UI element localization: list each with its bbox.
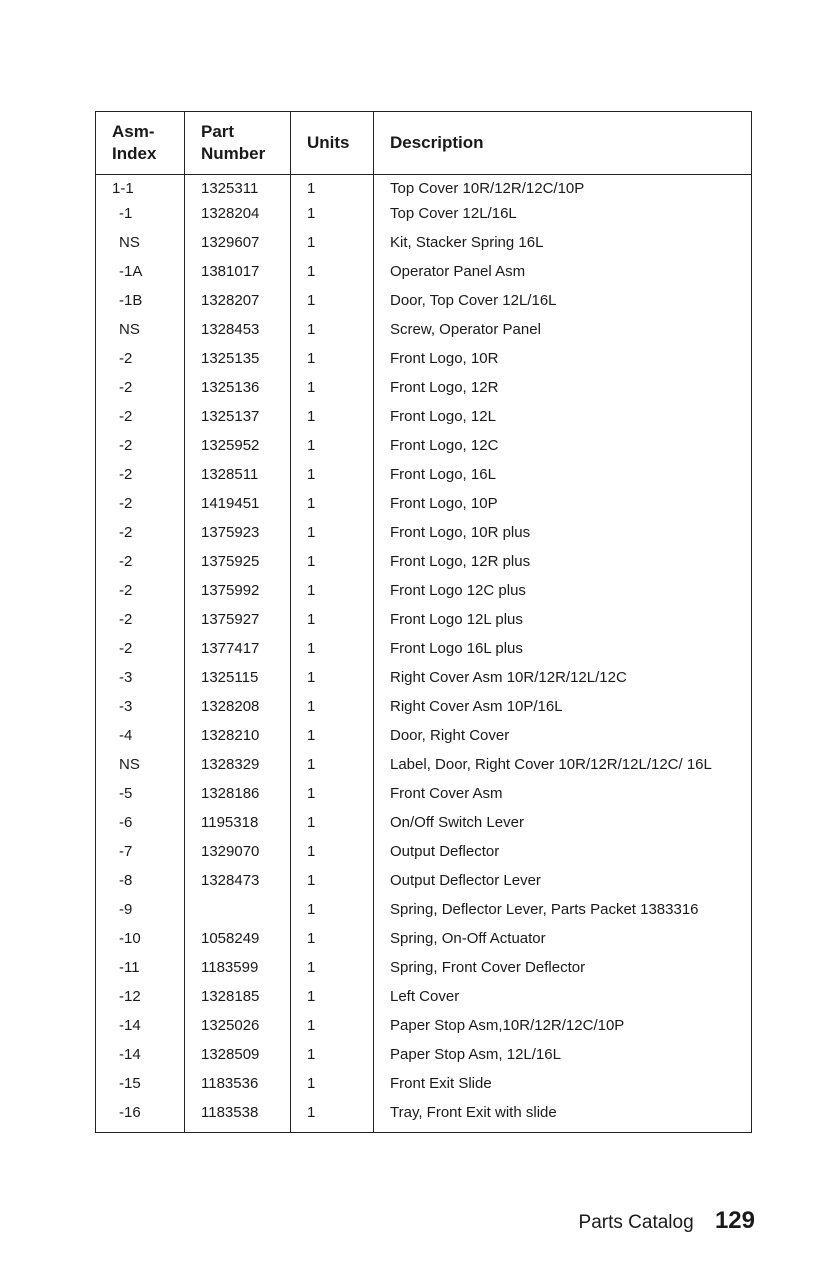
cell-units: 1 [291, 987, 374, 1016]
table-row [96, 1103, 752, 1133]
cell-units: 1 [291, 465, 374, 494]
cell-asm-index: -2 [119, 553, 133, 570]
cell-part-number: 1375927 [185, 610, 291, 639]
cell-asm-index: -1 [119, 205, 133, 222]
cell-asm-index: -9 [119, 901, 133, 918]
cell-units: 1 [291, 494, 374, 523]
cell-asm-index: -6 [119, 814, 133, 831]
cell-description: Top Cover 10R/12R/12C/10P [374, 175, 752, 205]
table-row [96, 523, 752, 552]
cell-asm-index: -2 [119, 611, 133, 628]
table-row [96, 378, 752, 407]
table-row [96, 755, 752, 784]
cell-part-number: 1375925 [185, 552, 291, 581]
cell-description: On/Off Switch Lever [374, 813, 752, 842]
table-row [96, 436, 752, 465]
cell-asm-index: -5 [119, 785, 133, 802]
cell-units: 1 [291, 784, 374, 813]
cell-units: 1 [291, 697, 374, 726]
cell-units: 1 [291, 929, 374, 958]
cell-part-number: 1183538 [185, 1103, 291, 1133]
table-row [96, 1074, 752, 1103]
page-footer [579, 1207, 755, 1235]
cell-description: Front Logo 12L plus [374, 610, 752, 639]
cell-asm-index: -1A [119, 263, 143, 280]
table-row [96, 1045, 752, 1074]
cell-units: 1 [291, 668, 374, 697]
cell-description: Left Cover [374, 987, 752, 1016]
cell-part-number: 1325026 [185, 1016, 291, 1045]
cell-description: Front Logo 16L plus [374, 639, 752, 668]
cell-part-number: 1375992 [185, 581, 291, 610]
table-row [96, 233, 752, 262]
cell-description: Door, Right Cover [374, 726, 752, 755]
cell-asm-index: -2 [119, 350, 133, 367]
table-body [96, 175, 752, 1133]
cell-units: 1 [291, 320, 374, 349]
table-row [96, 929, 752, 958]
table-header [96, 112, 752, 175]
cell-units: 1 [291, 523, 374, 552]
cell-description: Paper Stop Asm,10R/12R/12C/10P [374, 1016, 752, 1045]
cell-description: Door, Top Cover 12L/16L [374, 291, 752, 320]
cell-units: 1 [291, 1016, 374, 1045]
table-row [96, 668, 752, 697]
cell-description: Spring, Front Cover Deflector [374, 958, 752, 987]
table-row [96, 784, 752, 813]
cell-description: Label, Door, Right Cover 10R/12R/12L/12C/ 16L [374, 755, 752, 784]
cell-asm-index: -11 [119, 959, 140, 976]
cell-units: 1 [291, 262, 374, 291]
cell-description: Front Logo, 10R [374, 349, 752, 378]
table-row [96, 175, 752, 205]
table-row [96, 813, 752, 842]
table-row [96, 726, 752, 755]
cell-asm-index: -2 [119, 640, 133, 657]
cell-asm-index: NS [119, 756, 140, 773]
cell-description: Front Logo, 12R [374, 378, 752, 407]
cell-asm-index: -4 [119, 727, 133, 744]
cell-units: 1 [291, 871, 374, 900]
cell-part-number: 1325952 [185, 436, 291, 465]
cell-units: 1 [291, 233, 374, 262]
cell-asm-index: 1-1 [112, 180, 134, 197]
cell-asm-index: -2 [119, 582, 133, 599]
cell-units: 1 [291, 639, 374, 668]
header-units: Units [291, 112, 374, 175]
cell-units: 1 [291, 581, 374, 610]
cell-description: Front Logo, 10R plus [374, 523, 752, 552]
table-row [96, 871, 752, 900]
table-row [96, 494, 752, 523]
cell-part-number: 1328185 [185, 987, 291, 1016]
cell-description: Tray, Front Exit with slide [374, 1103, 752, 1133]
cell-part-number: 1183536 [185, 1074, 291, 1103]
cell-part-number: 1325135 [185, 349, 291, 378]
cell-part-number: 1195318 [185, 813, 291, 842]
cell-units: 1 [291, 726, 374, 755]
cell-part-number: 1381017 [185, 262, 291, 291]
cell-asm-index: NS [119, 321, 140, 338]
cell-description: Spring, On-Off Actuator [374, 929, 752, 958]
cell-description: Right Cover Asm 10P/16L [374, 697, 752, 726]
table-row [96, 610, 752, 639]
cell-part-number: 1328509 [185, 1045, 291, 1074]
cell-description: Right Cover Asm 10R/12R/12L/12C [374, 668, 752, 697]
cell-units: 1 [291, 958, 374, 987]
parts-table [95, 111, 752, 1133]
cell-units: 1 [291, 175, 374, 205]
cell-part-number: 1328210 [185, 726, 291, 755]
cell-asm-index: -2 [119, 495, 133, 512]
table-row [96, 349, 752, 378]
table-row [96, 900, 752, 929]
cell-part-number: 1329070 [185, 842, 291, 871]
cell-part-number: 1325137 [185, 407, 291, 436]
cell-part-number: 1058249 [185, 929, 291, 958]
page-number: 129 [714, 1207, 755, 1234]
cell-asm-index: -14 [119, 1017, 141, 1034]
cell-asm-index: -8 [119, 872, 133, 889]
table-row [96, 320, 752, 349]
cell-part-number: 1325136 [185, 378, 291, 407]
cell-part-number: 1328208 [185, 697, 291, 726]
cell-units: 1 [291, 349, 374, 378]
cell-part-number: 1328473 [185, 871, 291, 900]
table-row [96, 465, 752, 494]
cell-part-number: 1328511 [185, 465, 291, 494]
cell-units: 1 [291, 842, 374, 871]
table-row [96, 1016, 752, 1045]
cell-asm-index: -1B [119, 292, 143, 309]
cell-description: Output Deflector Lever [374, 871, 752, 900]
cell-asm-index: -2 [119, 524, 133, 541]
cell-description: Screw, Operator Panel [374, 320, 752, 349]
cell-part-number: 1328204 [185, 204, 291, 233]
table-row [96, 581, 752, 610]
cell-units: 1 [291, 378, 374, 407]
cell-asm-index: -2 [119, 466, 133, 483]
cell-description: Front Cover Asm [374, 784, 752, 813]
cell-description: Kit, Stacker Spring 16L [374, 233, 752, 262]
cell-asm-index: -2 [119, 408, 133, 425]
cell-part-number: 1377417 [185, 639, 291, 668]
cell-part-number [185, 900, 291, 929]
cell-description: Front Logo, 12C [374, 436, 752, 465]
cell-part-number: 1328329 [185, 755, 291, 784]
cell-units: 1 [291, 610, 374, 639]
table-row [96, 262, 752, 291]
cell-part-number: 1325311 [185, 175, 291, 205]
cell-units: 1 [291, 291, 374, 320]
cell-asm-index: -2 [119, 437, 133, 454]
cell-part-number: 1375923 [185, 523, 291, 552]
table-row [96, 842, 752, 871]
cell-units: 1 [291, 407, 374, 436]
cell-asm-index: -10 [119, 930, 141, 947]
table-row [96, 552, 752, 581]
cell-units: 1 [291, 755, 374, 784]
cell-asm-index: -14 [119, 1046, 141, 1063]
cell-part-number: 1325115 [185, 668, 291, 697]
table-row [96, 204, 752, 233]
cell-asm-index: NS [119, 234, 140, 251]
cell-asm-index: -2 [119, 379, 133, 396]
table-row [96, 291, 752, 320]
cell-description: Spring, Deflector Lever, Parts Packet 1383316 [374, 900, 752, 929]
cell-description: Front Logo, 16L [374, 465, 752, 494]
cell-description: Paper Stop Asm, 12L/16L [374, 1045, 752, 1074]
cell-asm-index: -3 [119, 698, 133, 715]
cell-description: Front Logo, 12L [374, 407, 752, 436]
cell-description: Output Deflector [374, 842, 752, 871]
cell-part-number: 1183599 [185, 958, 291, 987]
table-row [96, 958, 752, 987]
cell-units: 1 [291, 1103, 374, 1133]
cell-part-number: 1329607 [185, 233, 291, 262]
cell-asm-index: -12 [119, 988, 141, 1005]
cell-part-number: 1328453 [185, 320, 291, 349]
cell-description: Front Logo 12C plus [374, 581, 752, 610]
cell-part-number: 1328207 [185, 291, 291, 320]
cell-description: Front Logo, 12R plus [374, 552, 752, 581]
table-row [96, 697, 752, 726]
cell-units: 1 [291, 436, 374, 465]
table-row [96, 407, 752, 436]
cell-description: Front Exit Slide [374, 1074, 752, 1103]
cell-description: Operator Panel Asm [374, 262, 752, 291]
header-description: Description [374, 112, 752, 175]
cell-units: 1 [291, 552, 374, 581]
cell-asm-index: -3 [119, 669, 133, 686]
cell-description: Front Logo, 10P [374, 494, 752, 523]
cell-part-number: 1419451 [185, 494, 291, 523]
cell-units: 1 [291, 813, 374, 842]
cell-asm-index: -15 [119, 1075, 141, 1092]
cell-units: 1 [291, 1074, 374, 1103]
table-row [96, 987, 752, 1016]
cell-asm-index: -16 [119, 1104, 141, 1121]
header-part-number: Part Number [185, 112, 291, 175]
cell-asm-index: -7 [119, 843, 133, 860]
cell-units: 1 [291, 1045, 374, 1074]
cell-units: 1 [291, 900, 374, 929]
cell-part-number: 1328186 [185, 784, 291, 813]
footer-section-title: Parts Catalog [578, 1212, 694, 1233]
table-row [96, 639, 752, 668]
header-asm-index: Asm- Index [96, 112, 185, 175]
cell-description: Top Cover 12L/16L [374, 204, 752, 233]
cell-units: 1 [291, 204, 374, 233]
